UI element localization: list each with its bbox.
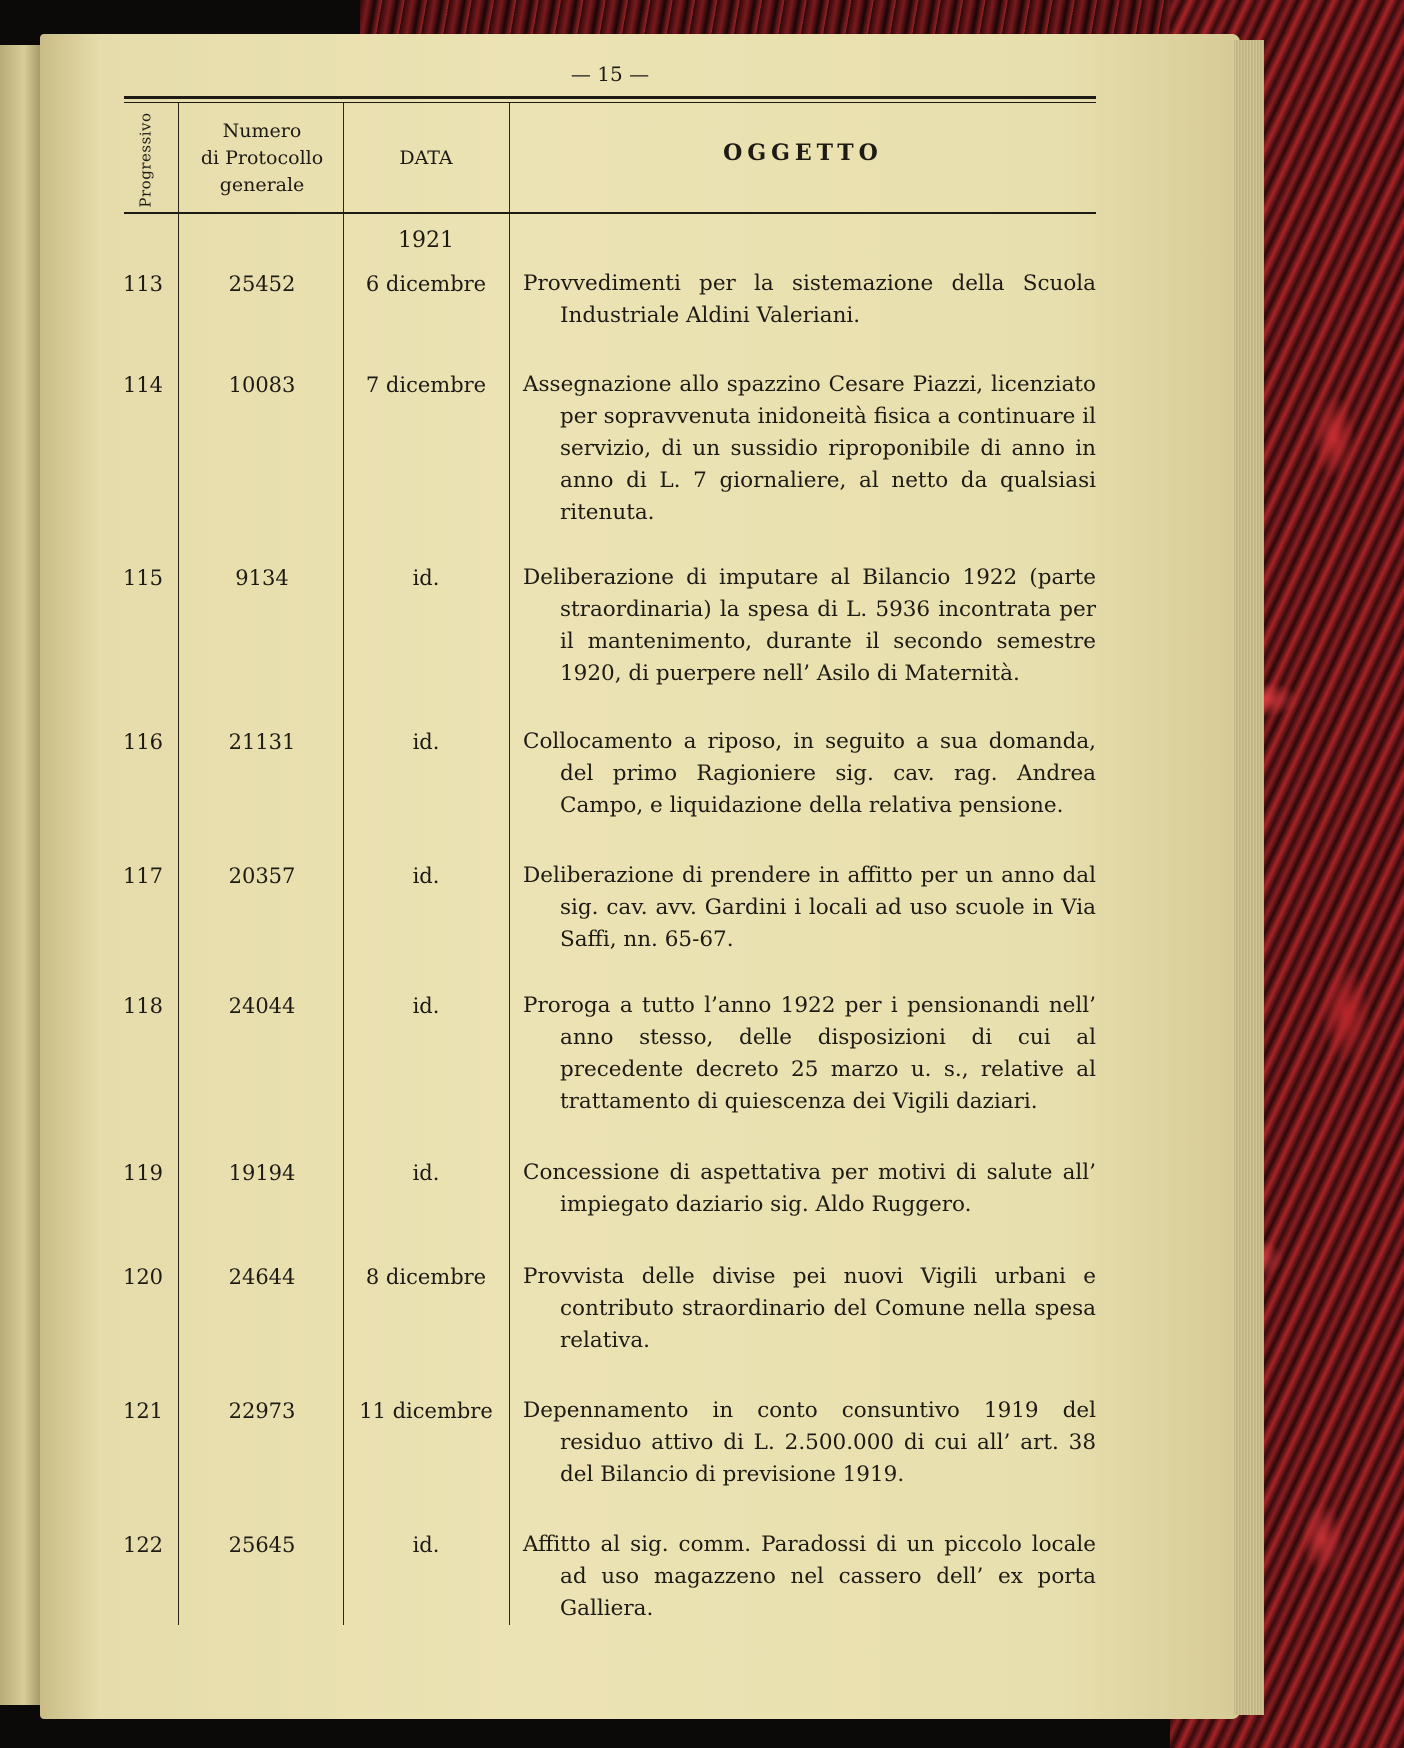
data-cell: 11 dicembre [359,1399,493,1423]
oggetto-cell: Provvedimenti per la sistemazione della Scuola Industriale Aldini Valeriani. [523,271,1096,328]
data-cell: 7 dicembre [365,373,487,397]
protocollo-cell: 20357 [228,864,296,888]
protocollo-cell: 9134 [235,566,289,590]
protocollo-cell: 10083 [228,373,296,397]
facing-page-edge [0,45,40,1705]
header-numero-protocollo: Numero di Protocollo generale [200,120,324,196]
header-oggetto: OGGETTO [723,140,883,166]
protocollo-cell: 25452 [228,272,296,296]
column-divider [178,103,179,1625]
oggetto-cell: Concessione di aspettativa per motivi di salute all’ impiegato daziario sig. Aldo Ruggero. [523,1160,1096,1217]
progressivo-cell: 114 [122,373,164,397]
data-cell: id. [412,994,440,1018]
progressivo-cell: 122 [122,1533,164,1557]
page-edges [1234,40,1264,1715]
column-divider [509,103,510,1625]
progressivo-cell: 115 [122,566,164,590]
oggetto-cell: Collocamento a riposo, in seguito a sua domanda, del primo Ragioniere sig. cav. rag. Andrea Campo, e liquidazione della relativa pensione. [523,729,1096,818]
page-number: — 15 — [570,62,650,86]
oggetto-cell: Proroga a tutto l’anno 1922 per i pensionandi nell’ anno stesso, delle disposizioni di cui al precedente decreto 25 marzo u. s., relative al trattamento di quiescenza dei Vigili daziari. [523,993,1096,1114]
protocollo-cell: 19194 [228,1161,296,1185]
progressivo-cell: 113 [122,272,164,296]
data-cell: id. [412,864,440,888]
progressivo-cell: 121 [122,1399,164,1423]
oggetto-cell: Affitto al sig. comm. Paradossi di un piccolo locale ad uso magazzeno nel cassero dell’ ex porta Galliera. [523,1532,1096,1621]
data-cell: 8 dicembre [365,1265,487,1289]
oggetto-cell: Provvista delle divise pei nuovi Vigili urbani e contributo straordinario del Comune nella spesa relativa. [523,1264,1096,1353]
protocollo-cell: 22973 [228,1399,296,1423]
top-rule-thin [124,102,1096,103]
year-label: 1921 [398,228,454,253]
progressivo-cell: 119 [122,1161,164,1185]
progressivo-cell: 117 [122,864,164,888]
progressivo-cell: 120 [122,1265,164,1289]
header-rule [124,212,1096,214]
protocollo-cell: 25645 [228,1533,296,1557]
data-cell: id. [412,1161,440,1185]
header-data: DATA [399,147,453,169]
protocollo-cell: 24044 [228,994,296,1018]
data-cell: id. [412,730,440,754]
progressivo-cell: 116 [122,730,164,754]
oggetto-cell: Deliberazione di imputare al Bilancio 1922 (parte straordinaria) la spesa di L. 5936 incontrata per il mantenimento, durante il secondo semestre 1920, di puerpere nell’ Asilo di Maternità. [523,565,1096,686]
book-cover-top [360,0,1240,38]
oggetto-cell: Assegnazione allo spazzino Cesare Piazzi, licenziato per sopravvenuta inidoneità fisica a continuare il servizio, di un sussidio riproponibile di anno in anno di L. 7 giornaliere, al netto da qualsiasi ritenuta. [523,372,1096,525]
protocollo-cell: 21131 [228,730,296,754]
protocollo-cell: 24644 [228,1265,296,1289]
top-rule [124,96,1096,99]
data-cell: id. [412,566,440,590]
oggetto-cell: Deliberazione di prendere in affitto per un anno dal sig. cav. avv. Gardini i locali ad uso scuole in Via Saffi, nn. 65-67. [523,863,1096,952]
progressivo-cell: 118 [122,994,164,1018]
oggetto-cell: Depennamento in conto consuntivo 1919 del residuo attivo di L. 2.500.000 di cui all’ art. 38 del Bilancio di previsione 1919. [523,1398,1096,1487]
data-cell: 6 dicembre [365,272,487,296]
data-cell: id. [412,1533,440,1557]
header-progressivo: Progressivo [137,112,155,208]
